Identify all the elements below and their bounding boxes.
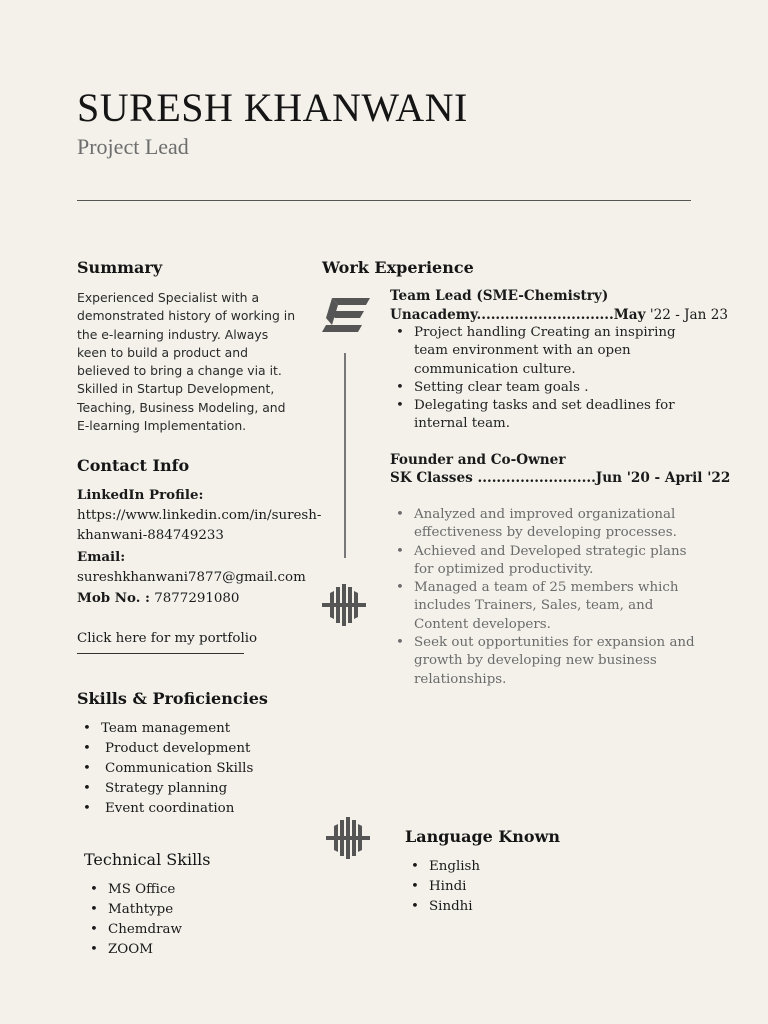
job1-title: Team Lead (SME-Chemistry) <box>390 288 609 304</box>
job2-company: SK Classes .........................Jun '20 - April '22 <box>390 470 731 486</box>
summary-line: Skilled in Startup Development, <box>77 381 275 397</box>
job2-title: Founder and Co-Owner <box>390 452 566 468</box>
summary-line: Teaching, Business Modeling, and <box>77 399 286 415</box>
candidate-name: SURESH KHANWANI <box>77 85 468 130</box>
skill-item: • Event coordination <box>77 799 253 819</box>
job1-company <box>390 306 728 324</box>
skill-item: • Communication Skills <box>77 759 253 779</box>
technical-list <box>84 880 182 960</box>
summary-text <box>77 289 302 435</box>
mob-label: Mob No. : <box>77 590 150 607</box>
job1-bullets <box>390 324 695 434</box>
work-heading: Work Experience <box>322 258 474 277</box>
job2-bullets <box>390 506 695 689</box>
portfolio-link[interactable]: Click here for my portfolio <box>77 631 244 654</box>
summary-line: Experienced Specialist with a <box>77 290 260 305</box>
sk-classes-logo-icon <box>322 584 366 626</box>
job1-bullet: • Delegating tasks and set deadlines for internal team. <box>390 397 695 434</box>
job1-company-name: Unacademy.............................May <box>390 307 646 323</box>
header-divider <box>77 200 691 201</box>
language-item: • Sindhi <box>405 897 480 917</box>
mob-number: 7877291080 <box>149 591 240 607</box>
job1-bullet: • Project handling Creating an inspiring team environment with an open communication culture. <box>390 324 695 379</box>
skill-item: • Product development <box>77 739 253 759</box>
email-label: Email: <box>77 548 126 565</box>
technical-item: • MS Office <box>84 880 182 900</box>
language-item: • Hindi <box>405 877 480 897</box>
skills-heading: Skills & Proficiencies <box>77 689 268 708</box>
job2-bullet: • Analyzed and improved organizational effectiveness by developing processes. <box>390 506 695 543</box>
job2-bullet: • Achieved and Developed strategic plans for optimized productivity. <box>390 543 695 580</box>
technical-heading: Technical Skills <box>84 850 211 869</box>
skill-item: • Strategy planning <box>77 779 253 799</box>
job2-bullet: • Seek out opportunities for expansion and growth by developing new business relationships. <box>390 634 695 689</box>
summary-line: believed to bring a change via it. <box>77 363 282 379</box>
contact-heading: Contact Info <box>77 456 190 475</box>
contact-block <box>77 485 322 609</box>
candidate-title: Project Lead <box>77 134 189 159</box>
summary-line: keen to build a product and <box>77 344 248 360</box>
summary-line: the e-learning industry. Always <box>77 326 269 342</box>
skill-item: • Team management <box>77 719 253 739</box>
summary-line: E-learning Implementation. <box>77 418 247 434</box>
language-logo-icon <box>326 817 370 859</box>
language-heading: Language Known <box>405 827 560 846</box>
timeline-line <box>344 353 346 558</box>
job1-dates: '22 - Jan 23 <box>645 307 729 323</box>
skills-list <box>77 719 253 819</box>
technical-item: • Mathtype <box>84 900 182 920</box>
technical-item: • Chemdraw <box>84 920 182 940</box>
job2-bullet: • Managed a team of 25 members which includes Trainers, Sales, team, and Content developers. <box>390 579 695 634</box>
linkedin-url-cont[interactable]: khanwani-884749233 <box>77 528 224 544</box>
language-item: • English <box>405 857 480 877</box>
unacademy-logo-icon <box>322 296 372 334</box>
technical-item: • ZOOM <box>84 940 182 960</box>
linkedin-label: LinkedIn Profile: <box>77 487 204 503</box>
linkedin-url[interactable]: https://www.linkedin.com/in/suresh- <box>77 508 322 524</box>
email-address[interactable]: sureshkhanwani7877@gmail.com <box>77 569 306 585</box>
summary-heading: Summary <box>77 258 163 277</box>
job1-bullet: • Setting clear team goals . <box>390 379 695 397</box>
language-list <box>405 857 480 917</box>
summary-line: demonstrated history of working in <box>77 308 296 324</box>
